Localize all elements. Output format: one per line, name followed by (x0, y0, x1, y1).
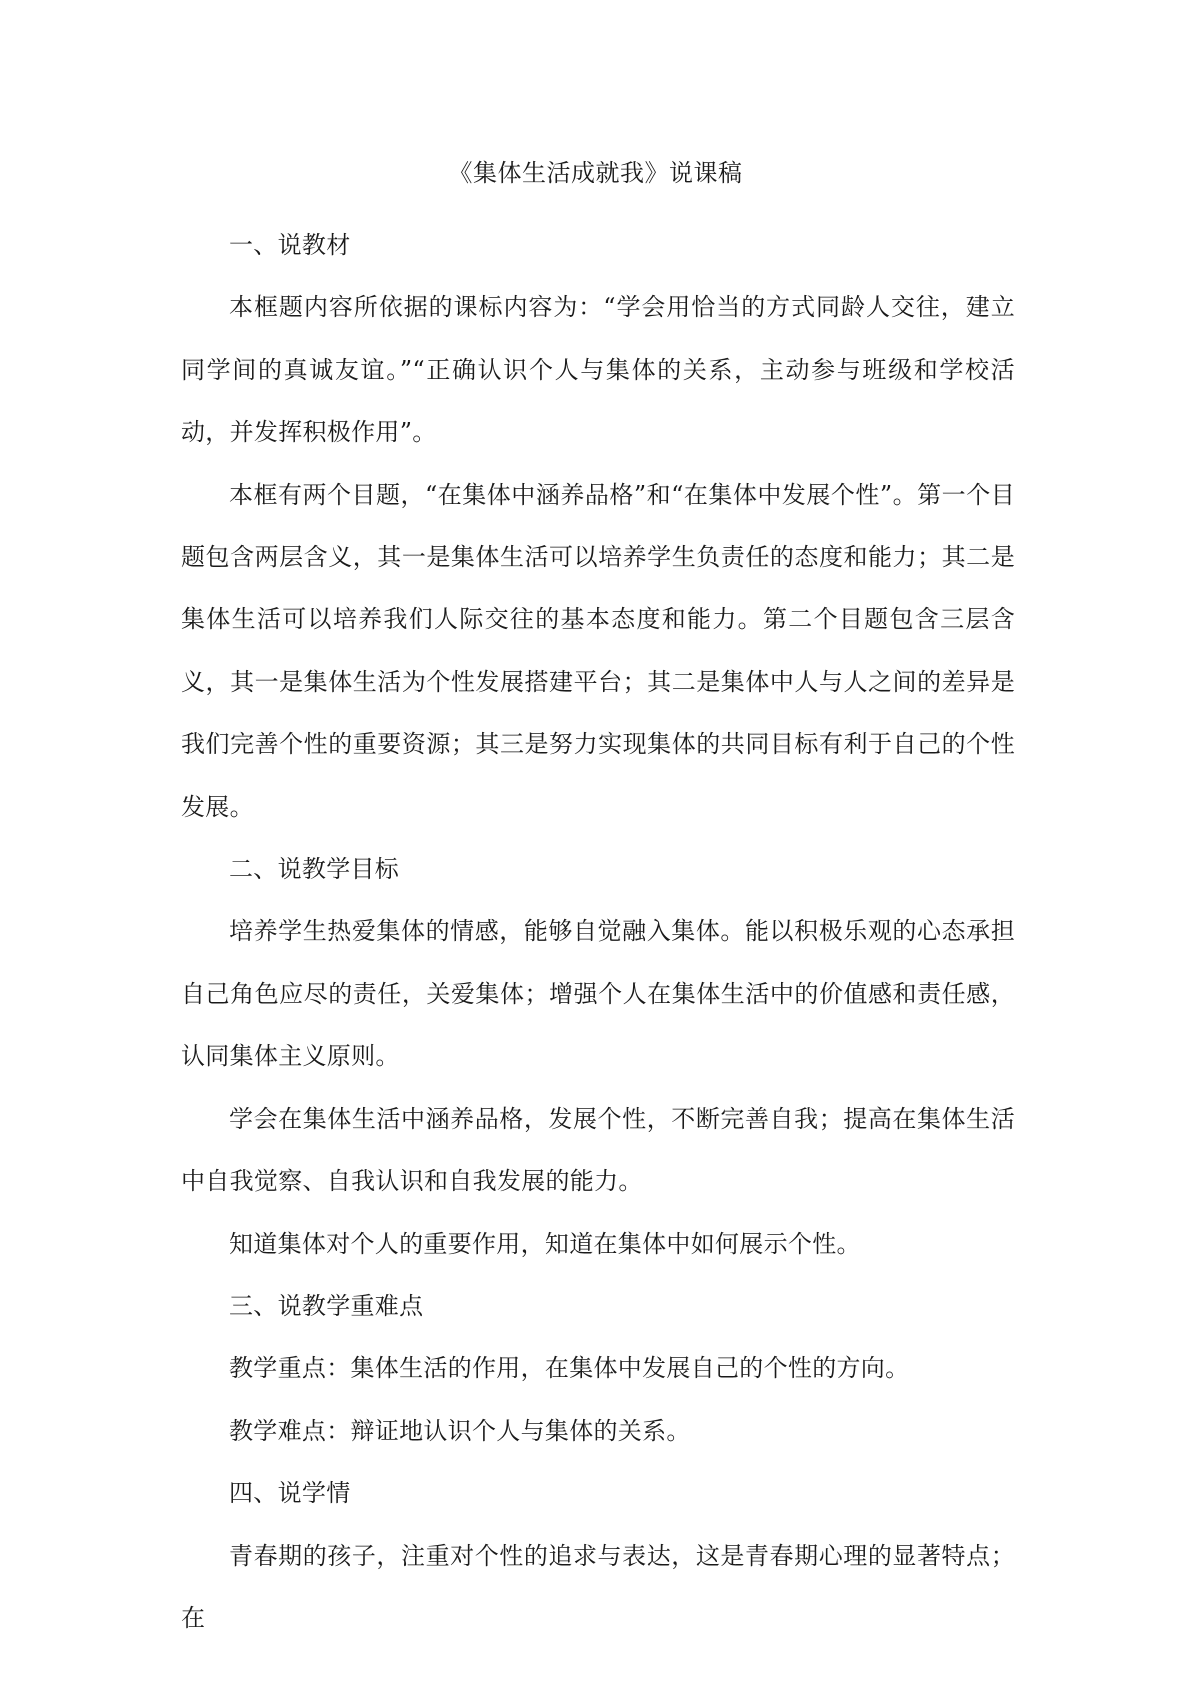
paragraph-topic-structure: 本框有两个目题，“在集体中涵养品格”和“在集体中发展个性”。第一个目题包含两层含义，其一是集体生活可以培养学生负责任的态度和能力；其二是集体生活可以培养我们人际交往的基本态度和能力。第二个目题包含三层含义，其一是集体生活为个性发展搭建平台；其二是集体中人与人之间的差异是我们完善个性的重要资源；其三是努力实现集体的共同目标有利于自己的个性发展。 (181, 480, 1015, 821)
paragraph-key-point: 教学重点：集体生活的作用，在集体中发展自己的个性的方向。 (229, 1354, 910, 1383)
section-heading-textbook: 一、说教材 (229, 231, 351, 259)
paragraph-goal-emotion: 培养学生热爱集体的情感，能够自觉融入集体。能以积极乐观的心态承担自己角色应尽的责任，关爱集体；增强个人在集体生活中的价值感和责任感，认同集体主义原则。 (181, 917, 1015, 1071)
document-body (181, 214, 1015, 1649)
paragraph-curriculum-basis: 本框题内容所依据的课标内容为：“学会用恰当的方式同龄人交往，建立同学间的真诚友谊。”“正确认识个人与集体的关系，主动参与班级和学校活动，并发挥积极作用”。 (181, 293, 1015, 447)
section-heading-learner-analysis: 四、说学情 (229, 1479, 351, 1508)
paragraph-difficult-point: 教学难点：辩证地认识个人与集体的关系。 (229, 1416, 691, 1445)
paragraph-learner-analysis: 青春期的孩子，注重对个性的追求与表达，这是青春期心理的显著特点；在 (181, 1541, 1015, 1632)
paragraph-goal-ability: 学会在集体生活中涵养品格，发展个性，不断完善自我；提高在集体生活中自我觉察、自我认识和自我发展的能力。 (181, 1104, 1015, 1196)
paragraph-goal-knowledge: 知道集体对个人的重要作用，知道在集体中如何展示个性。 (229, 1229, 861, 1258)
document-title: 《集体生活成就我》说课稿 (448, 159, 743, 187)
section-heading-teaching-goals: 二、说教学目标 (229, 855, 400, 884)
section-heading-key-difficult-points: 三、说教学重难点 (229, 1291, 424, 1320)
